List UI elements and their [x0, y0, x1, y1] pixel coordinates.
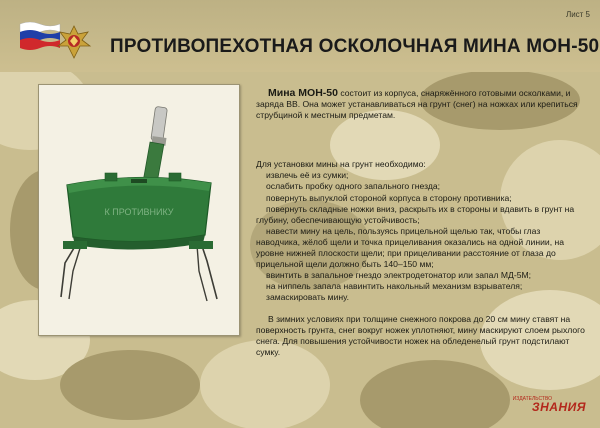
intro-rest: состоит из корпуса, снаряжённого готовыми осколками, и заряда ВВ. Она может устанавливаться на грунт (снег) на ножках или крепиться струбциной к местным предметам.: [256, 88, 578, 121]
mine-inscription: К ПРОТИВНИКУ: [104, 207, 174, 217]
mine-illustration: [39, 85, 239, 335]
step-item: повернуть выпуклой стороной корпуса в сторону противника;: [266, 192, 512, 203]
intro-lead: Мина МОН-50: [268, 87, 338, 99]
publisher-label: ИЗДАТЕЛЬСТВО: [512, 396, 552, 402]
step-item: на ниппель запала навинтить накольный механизм взрывателя;: [266, 281, 523, 292]
page-title: ПРОТИВОПЕХОТНАЯ ОСКОЛОЧНАЯ МИНА МОН-50: [110, 36, 600, 57]
step-item: повернуть складные ножки вниз, раскрыть их в стороны и вдавить в грунт на глубину, обеспечивающую устойчивость;: [256, 203, 575, 225]
description-text: [256, 88, 586, 358]
step-item: замаскировать мину.: [266, 292, 349, 303]
mine-illustration-panel: [38, 84, 240, 336]
publisher-logo: ЗНАНИЯ: [531, 400, 586, 414]
intro-paragraph: [256, 88, 586, 121]
steps-heading: Для установки мины на грунт необходимо:: [256, 159, 426, 170]
winter-note: В зимних условиях при толщине снежного покрова до 20 см мину ставят на поверхность грунта, снег вокруг ножек уплотняют, мину маскируют слоем рыхлого снега. Для повышения устойчивости ножек на обледенелый грунт подстилают сумку.: [256, 313, 585, 357]
step-item: ослабить пробку одного запального гнезда;: [266, 181, 440, 192]
step-item: навести мину на цель, пользуясь прицельной щелью так, чтобы глаз наводчика, жёлоб щели и точка прицеливания оказались на одной линии, на уровне нижней плоскости щели; при прицеливании расстояние от глаза до прицельной щели должно быть 140–150 мм;: [256, 225, 564, 270]
sheet-label: Лист 5: [565, 10, 590, 19]
armed-forces-emblem-icon: [54, 22, 94, 62]
step-item: извлечь её из сумки;: [266, 170, 349, 181]
step-item: ввинтить в запальное гнездо электродетонатор или запал МД-5М;: [266, 270, 532, 281]
